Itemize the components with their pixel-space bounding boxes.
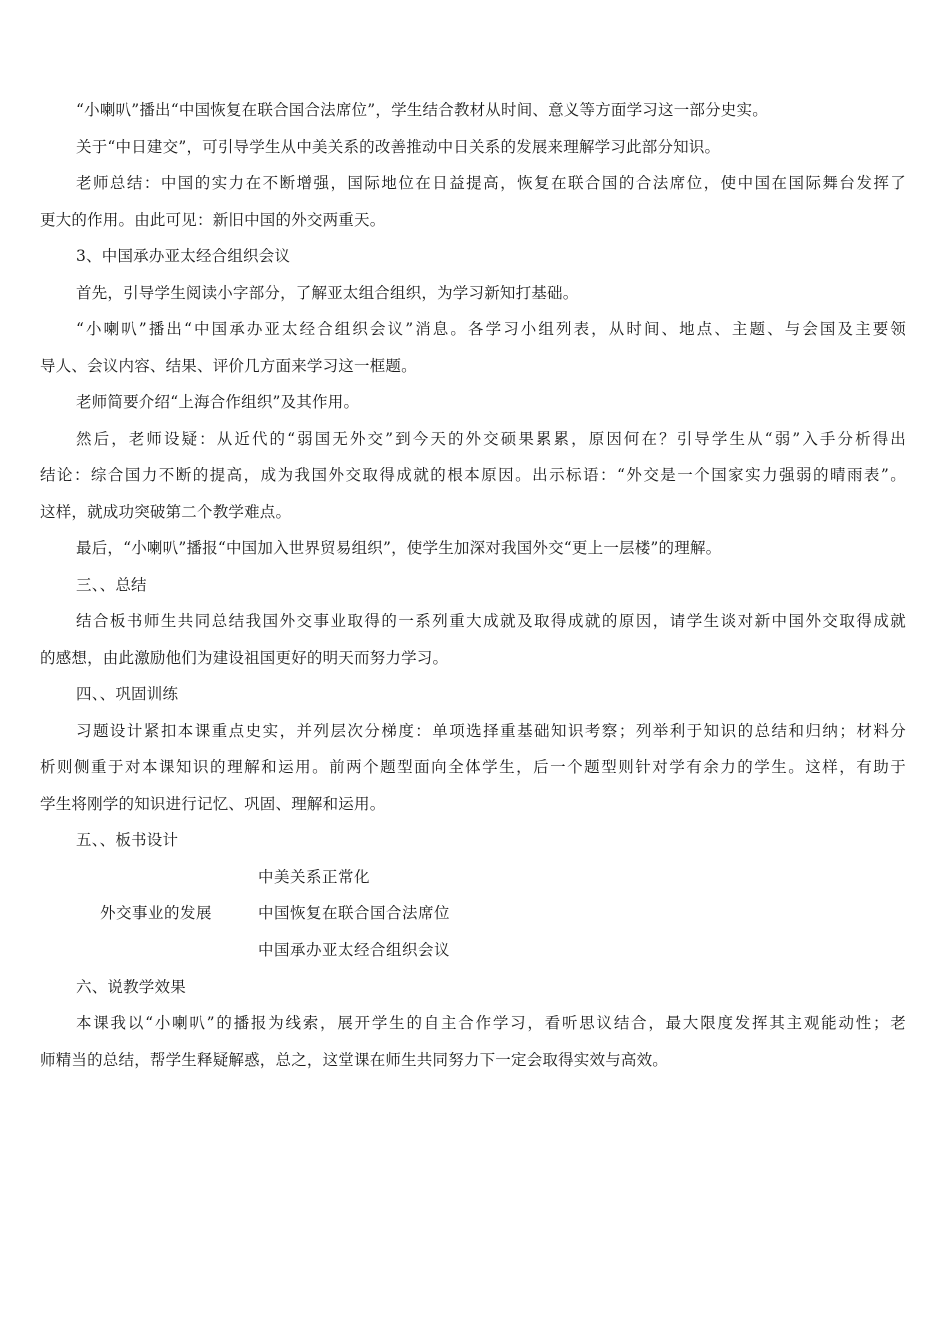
paragraph-line: 最后，“小喇叭”播报“中国加入世界贸易组织”，使学生加深对我国外交“更上一层楼”的理解。 <box>76 539 722 557</box>
board-main-topic: 外交事业的发展 <box>100 903 213 922</box>
board-item-list <box>258 859 450 969</box>
paragraph-line: 更大的作用。由此可见：新旧中国的外交两重天。 <box>40 210 386 229</box>
section-heading-summary: 三、、总结 <box>76 575 147 594</box>
paragraph-line: 这样，就成功突破第二个教学难点。 <box>40 502 292 521</box>
paragraph-line: “小喇叭”播出“中国恢复在联合国合法席位”，学生结合教材从时间、意义等方面学习这一部分史实。 <box>76 101 768 119</box>
paragraph-line: 的感想，由此激励他们为建设祖国更好的明天而努力学习。 <box>40 648 449 667</box>
paragraph-line: “小喇叭”播出“中国承办亚太经合组织会议”消息。各学习小组列表，从时间、地点、主题、与会国及主要领 <box>76 320 906 338</box>
paragraph-line: 老师总结：中国的实力在不断增强，国际地位在日益提高，恢复在联合国的合法席位，使中国在国际舞台发挥了 <box>76 174 906 192</box>
paragraph-line: 老师简要介绍“上海合作组织”及其作用。 <box>76 393 360 411</box>
section-heading-practice: 四、、巩固训练 <box>76 685 179 703</box>
paragraph-line: 结论：综合国力不断的提高，成为我国外交取得成就的根本原因。出示标语：“外交是一个国家实力强弱的晴雨表”。 <box>40 466 906 484</box>
board-item: 中国恢复在联合国合法席位 <box>258 904 451 922</box>
paragraph-line: 学生将刚学的知识进行记忆、巩固、理解和运用。 <box>40 794 386 813</box>
subsection-heading: 3、中国承办亚太经合组织会议 <box>76 247 291 265</box>
board-item: 中美关系正常化 <box>258 867 371 886</box>
paragraph-line: 本课我以“小喇叭”的播报为线索，展开学生的自主合作学习，看听思议结合，最大限度发挥其主观能动性；老 <box>76 1014 906 1032</box>
paragraph-line: 首先，引导学生阅读小字部分，了解亚太组合组织，为学习新知打基础。 <box>76 283 579 302</box>
paragraph-line: 结合板书师生共同总结我国外交事业取得的一系列重大成就及取得成就的原因，请学生谈对新中国外交取得成就 <box>76 612 906 630</box>
paragraph-line: 师精当的总结，帮学生释疑解惑，总之，这堂课在师生共同努力下一定会取得实效与高效。 <box>40 1050 669 1069</box>
paragraph-line: 习题设计紧扣本课重点史实，并列层次分梯度：单项选择重基础知识考察；列举利于知识的总结和归纳；材料分 <box>76 721 906 740</box>
paragraph-line: 导人、会议内容、结果、评价几方面来学习这一框题。 <box>40 356 417 375</box>
board-item: 中国承办亚太经合组织会议 <box>258 940 451 959</box>
section-heading-teaching-effect: 六、说教学效果 <box>76 977 186 996</box>
document-body <box>40 92 906 1078</box>
paragraph-line: 关于“中日建交”，可引导学生从中美关系的改善推动中日关系的发展来理解学习此部分知识。 <box>76 137 721 156</box>
section-heading-board-design: 五、、板书设计 <box>76 831 179 849</box>
paragraph-line: 析则侧重于对本课知识的理解和运用。前两个题型面向全体学生，后一个题型则针对学有余力的学生。这样，有助于 <box>40 758 906 776</box>
paragraph-line: 然后，老师设疑：从近代的“弱国无外交”到今天的外交硕果累累，原因何在？引导学生从“弱”入手分析得出 <box>76 429 906 448</box>
board-design <box>40 859 906 969</box>
